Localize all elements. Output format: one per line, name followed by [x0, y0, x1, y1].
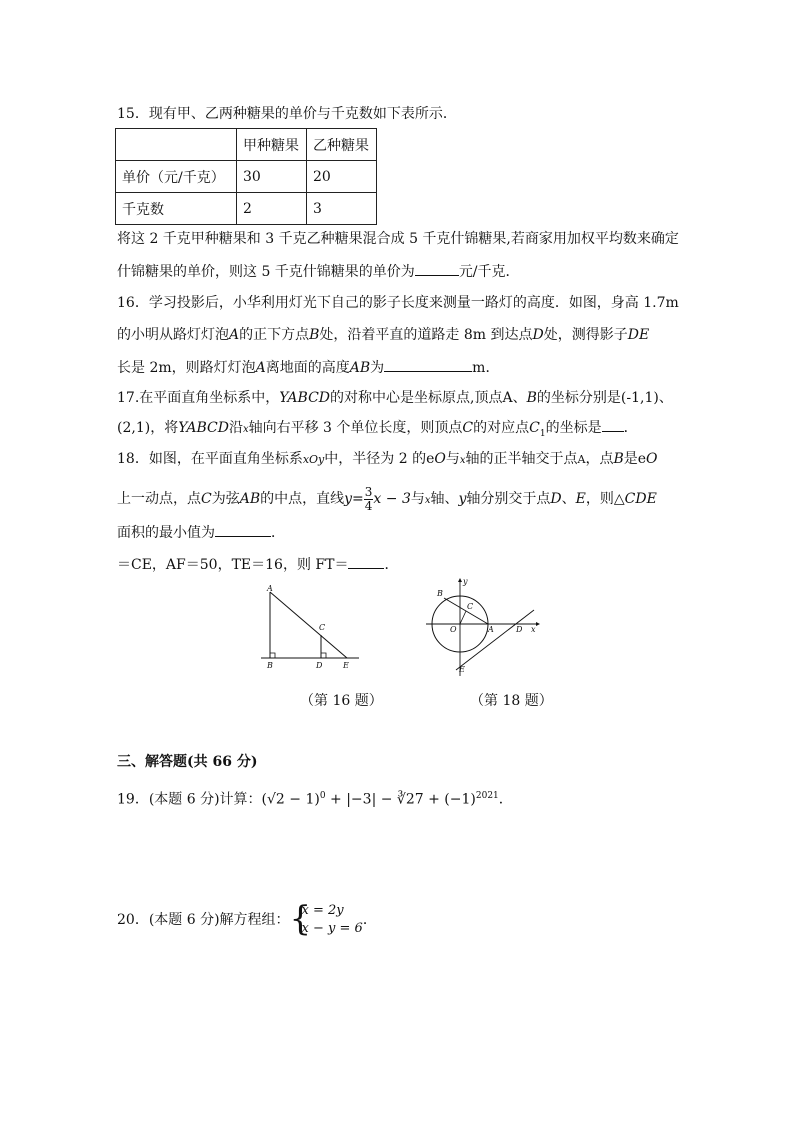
answer-blank — [415, 261, 459, 276]
text: 与 — [445, 451, 460, 467]
math-var: C — [462, 420, 474, 436]
table-row — [116, 161, 377, 193]
math-var: AB — [349, 360, 371, 376]
parallelogram-symbol: Y — [178, 420, 187, 436]
math-var: ABCD — [287, 390, 331, 406]
fig18-label-C: C — [467, 602, 474, 611]
fig18-label-A: A — [488, 625, 494, 634]
line-de — [456, 610, 534, 670]
math-var: C — [529, 420, 540, 436]
math-var: A — [502, 390, 513, 406]
text: ． — [271, 525, 285, 541]
text: ． — [384, 557, 399, 573]
q15-line1: 将这 2 千克甲种糖果和 3 千克乙种糖果混合成 5 千克什锦糖果,若商家用加权平均数来确定 — [117, 231, 679, 247]
math-var: y — [344, 491, 353, 507]
parallelogram-symbol: Y — [279, 390, 288, 406]
fig16-label-B: B — [267, 661, 273, 670]
q17-line1 — [117, 388, 673, 408]
text: 与 — [410, 491, 425, 507]
table-cell: 千克数 — [116, 193, 237, 225]
math-var: A — [577, 453, 586, 466]
text: 轴的正半轴交于点 — [465, 451, 578, 467]
exponent: 2021 — [475, 791, 499, 801]
brace-icon: { — [289, 899, 312, 939]
text: 的坐标是 — [545, 420, 602, 436]
equation: x − y = 6 — [301, 921, 363, 936]
math-var: DE — [627, 327, 650, 343]
math-var: B — [613, 451, 624, 467]
extra-line — [117, 554, 398, 575]
fig16-label-C: C — [319, 623, 326, 632]
circle-symbol: e — [637, 451, 647, 467]
table-cell: 甲种糖果 — [237, 129, 307, 161]
text: ＝CE，AF＝50，TE＝16，则 FT＝ — [117, 557, 349, 573]
text: ，则 — [585, 491, 614, 507]
text: 什锦糖果的单价，则这 5 千克什锦糖果的单价为 — [117, 264, 415, 280]
q17-line2 — [117, 417, 638, 444]
right-angle-mark — [321, 653, 326, 658]
q20-line — [117, 900, 377, 940]
text: 中，半径为 2 的 — [324, 451, 427, 467]
text: 沿 — [228, 420, 243, 436]
text: ． — [623, 420, 638, 436]
math-var: A — [229, 327, 240, 343]
q19-line — [117, 786, 513, 810]
q16-line1: 16．学习投影后，小华利用灯光下自己的影子长度来测量一路灯的高度．如图，身高 1.7m — [117, 295, 679, 311]
q15-line2 — [117, 261, 520, 282]
fig16-label-A: A — [267, 584, 273, 593]
text: 处，沿着平直的道路走 8m 到达点 — [319, 327, 533, 343]
segment-oc — [460, 611, 466, 624]
table-cell: 3 — [307, 193, 377, 225]
math-expr: + |−3| − — [325, 791, 397, 808]
math-expr: + (−1) — [423, 791, 476, 808]
text: 轴向右平移 3 个单位长度，则顶点 — [248, 420, 463, 436]
math-var: y — [458, 491, 467, 507]
text: 长是 2m，则路灯灯泡 — [117, 360, 256, 376]
math-expr: △CDE — [613, 491, 657, 507]
fig16-label-D: D — [316, 661, 323, 670]
text: 的坐标分别是 — [536, 390, 621, 406]
math-expr: (-1,1) — [620, 390, 659, 406]
math-var: D — [532, 327, 544, 343]
q15-stem: 15．现有甲、乙两种糖果的单价与千克数如下表所示． — [117, 106, 457, 122]
math-var: E — [575, 491, 586, 507]
math-expr: x − 3 — [373, 491, 411, 507]
text: ． — [498, 791, 513, 808]
subscript: 1 — [539, 428, 546, 439]
fig18-caption: （第 18 题） — [470, 693, 553, 709]
text: 的正下方点 — [239, 327, 310, 343]
figure-18 — [418, 576, 548, 678]
text: ，将 — [150, 420, 179, 436]
text: 18．如图，在平面直角坐标系 — [117, 451, 303, 467]
fraction — [364, 486, 374, 513]
text: 元/千克． — [458, 264, 520, 280]
fig18-label-O: O — [450, 625, 457, 634]
table-cell: 30 — [237, 161, 307, 193]
text: 离地面的高度 — [265, 360, 350, 376]
q18-line3 — [117, 522, 285, 543]
math-var: x — [424, 495, 431, 506]
text: 、 — [658, 390, 673, 406]
math-var: B — [526, 390, 537, 406]
math-var: D — [550, 491, 562, 507]
fig16-label-E: E — [343, 661, 349, 670]
text: 19．(本题 6 分)计算： — [117, 791, 262, 808]
table-row — [116, 129, 377, 161]
q16-line2 — [117, 325, 649, 345]
fig18-label-x: x — [531, 625, 536, 634]
fig18-label-E: E — [459, 665, 465, 674]
circle-symbol: e — [426, 451, 435, 467]
math-var: x — [459, 455, 466, 466]
text: 面积的最小值为 — [117, 525, 215, 541]
math-var: ABCD — [186, 420, 229, 436]
table-cell: 单价（元/千克） — [116, 161, 237, 193]
math-expr: − 1) — [284, 791, 320, 808]
math-var: A — [255, 360, 266, 376]
math-expr: ( — [261, 791, 268, 808]
text: 17.在平面直角坐标系中， — [117, 390, 280, 406]
candy-table — [115, 128, 377, 225]
q18-line2 — [117, 484, 657, 516]
figure-16 — [255, 582, 365, 674]
math-var: C — [201, 491, 212, 507]
q16-line3 — [117, 357, 499, 378]
text: 的小明从路灯灯泡 — [117, 327, 229, 343]
equation-system — [289, 899, 363, 939]
math-expr: ∛27 — [396, 791, 424, 808]
answer-blank — [348, 554, 384, 569]
fig18-label-B: B — [437, 589, 443, 598]
table-row — [116, 193, 377, 225]
answer-blank — [384, 357, 472, 372]
q18-line1 — [117, 449, 658, 471]
text: ． — [362, 912, 377, 928]
text: ，点 — [585, 451, 614, 467]
math-var: O — [434, 451, 446, 467]
math-expr: (2,1) — [117, 420, 151, 436]
text: m． — [472, 360, 500, 376]
table-cell: 20 — [307, 161, 377, 193]
answer-blank — [215, 522, 271, 537]
text: 的对应点 — [473, 420, 530, 436]
text: 的对称中心是坐标原点,顶点 — [330, 390, 503, 406]
text: = — [352, 491, 364, 507]
table-cell: 乙种糖果 — [307, 129, 377, 161]
text: 是 — [623, 451, 638, 467]
answer-blank — [602, 417, 624, 432]
math-var: O — [646, 451, 658, 467]
math-var: x — [242, 424, 249, 435]
math-var: xOy — [302, 453, 325, 466]
math-var: AB — [239, 491, 261, 507]
text: 的中点，直线 — [260, 491, 345, 507]
section-title: 三、解答题(共 66 分) — [117, 754, 258, 770]
numerator: 3 — [364, 484, 373, 499]
text: 处，测得影子 — [543, 327, 628, 343]
math-var: B — [309, 327, 320, 343]
text: 为弦 — [211, 491, 240, 507]
denominator: 4 — [364, 498, 373, 513]
fig18-label-y: y — [463, 577, 468, 586]
x-axis-arrow-icon — [536, 622, 540, 626]
text: 20．(本题 6 分)解方程组： — [117, 912, 290, 928]
text: 、 — [561, 491, 576, 507]
text: 轴、 — [430, 491, 459, 507]
text: 、 — [512, 390, 527, 406]
text: 轴分别交于点 — [466, 491, 551, 507]
exponent: 0 — [319, 791, 326, 801]
table-cell: 2 — [237, 193, 307, 225]
math-expr: √2 — [267, 791, 285, 808]
text: 为 — [370, 360, 385, 376]
right-angle-mark — [270, 653, 275, 658]
equation: x = 2y — [301, 903, 344, 918]
table-cell — [116, 129, 237, 161]
fig16-caption: （第 16 题） — [300, 693, 383, 709]
text: 上一动点，点 — [117, 491, 201, 507]
fig18-label-D: D — [516, 625, 523, 634]
light-ray-line — [270, 592, 347, 658]
y-axis-arrow-icon — [458, 578, 462, 582]
